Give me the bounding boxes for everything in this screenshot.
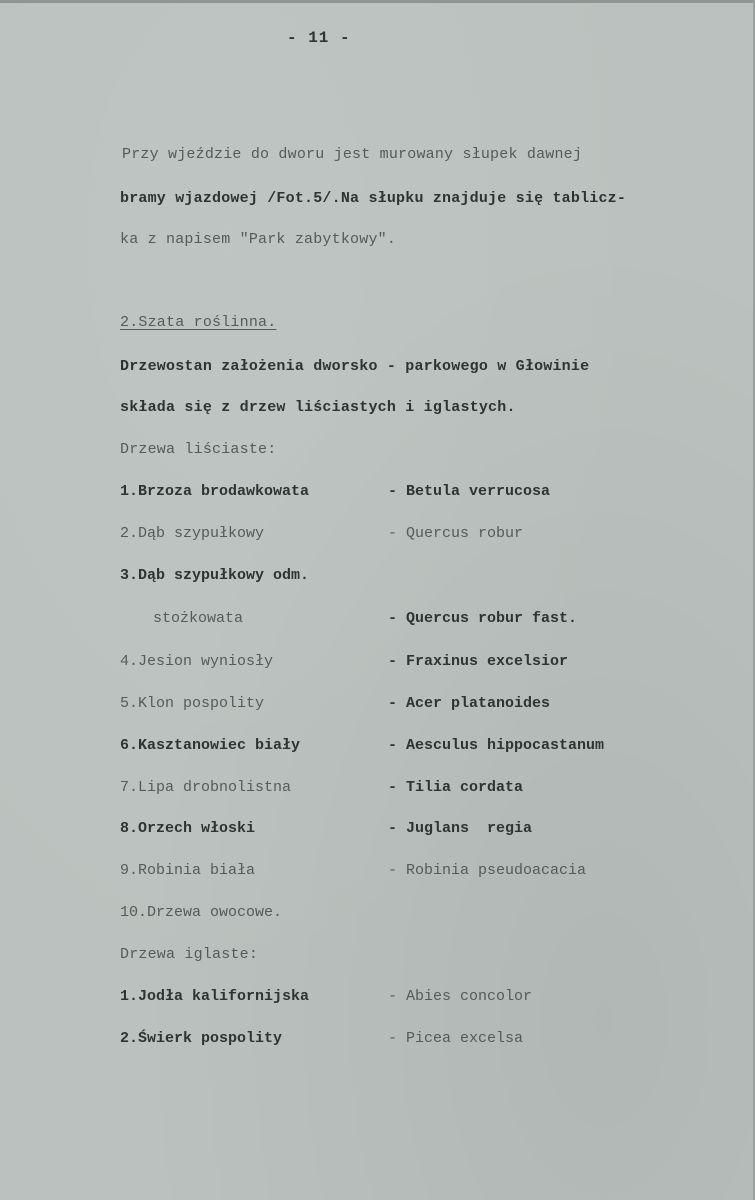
deciduous-item-9-latin: - Robinia pseudoacacia bbox=[388, 862, 587, 879]
paragraph-line-2: bramy wjazdowej /Fot.5/.Na słupku znajduje się tablicz- bbox=[120, 190, 627, 207]
deciduous-item-3-latin: - Quercus robur fast. bbox=[388, 610, 578, 627]
deciduous-item-3-polish: 3.Dąb szypułkowy odm. bbox=[120, 567, 310, 584]
deciduous-item-10-polish: 10.Drzewa owocowe. bbox=[120, 904, 283, 921]
deciduous-item-1-polish: 1.Brzoza brodawkowata bbox=[120, 483, 310, 500]
intro-line-2: składa się z drzew liściastych i iglastych. bbox=[120, 399, 516, 416]
page-number: - 11 - bbox=[287, 29, 351, 47]
deciduous-heading: Drzewa liściaste: bbox=[120, 441, 277, 458]
deciduous-item-7-latin: - Tilia cordata bbox=[388, 779, 524, 796]
deciduous-item-2-latin: - Quercus robur bbox=[388, 525, 524, 542]
paragraph-line-1: Przy wjeździe do dworu jest murowany słupek dawnej bbox=[122, 146, 583, 163]
deciduous-item-3-cont-polish: stożkowata bbox=[153, 610, 244, 627]
deciduous-item-6-latin: - Aesculus hippocastanum bbox=[388, 737, 605, 754]
deciduous-item-4-polish: 4.Jesion wyniosły bbox=[120, 653, 274, 670]
section-heading: 2.Szata roślinna. bbox=[120, 314, 277, 331]
conifer-heading: Drzewa iglaste: bbox=[120, 946, 259, 963]
deciduous-item-5-latin: - Acer platanoides bbox=[388, 695, 551, 712]
deciduous-item-7-polish: 7.Lipa drobnolistna bbox=[120, 779, 292, 796]
conifer-item-2-latin: - Picea excelsa bbox=[388, 1030, 524, 1047]
deciduous-item-2-polish: 2.Dąb szypułkowy bbox=[120, 525, 265, 542]
page-top-edge bbox=[0, 0, 755, 3]
conifer-item-2-polish: 2.Świerk pospolity bbox=[120, 1030, 283, 1047]
deciduous-item-9-polish: 9.Robinia biała bbox=[120, 862, 256, 879]
paragraph-line-3: ka z napisem "Park zabytkowy". bbox=[120, 231, 397, 248]
deciduous-item-8-polish: 8.Orzech włoski bbox=[120, 820, 256, 837]
deciduous-item-4-latin: - Fraxinus excelsior bbox=[388, 653, 569, 670]
deciduous-item-1-latin: - Betula verrucosa bbox=[388, 483, 551, 500]
conifer-item-1-latin: - Abies concolor bbox=[388, 988, 533, 1005]
intro-line-1: Drzewostan założenia dworsko - parkowego w Głowinie bbox=[120, 358, 590, 375]
deciduous-item-8-latin: - Juglans regia bbox=[388, 820, 533, 837]
deciduous-item-6-polish: 6.Kasztanowiec biały bbox=[120, 737, 301, 754]
deciduous-item-5-polish: 5.Klon pospolity bbox=[120, 695, 265, 712]
conifer-item-1-polish: 1.Jodła kalifornijska bbox=[120, 988, 310, 1005]
